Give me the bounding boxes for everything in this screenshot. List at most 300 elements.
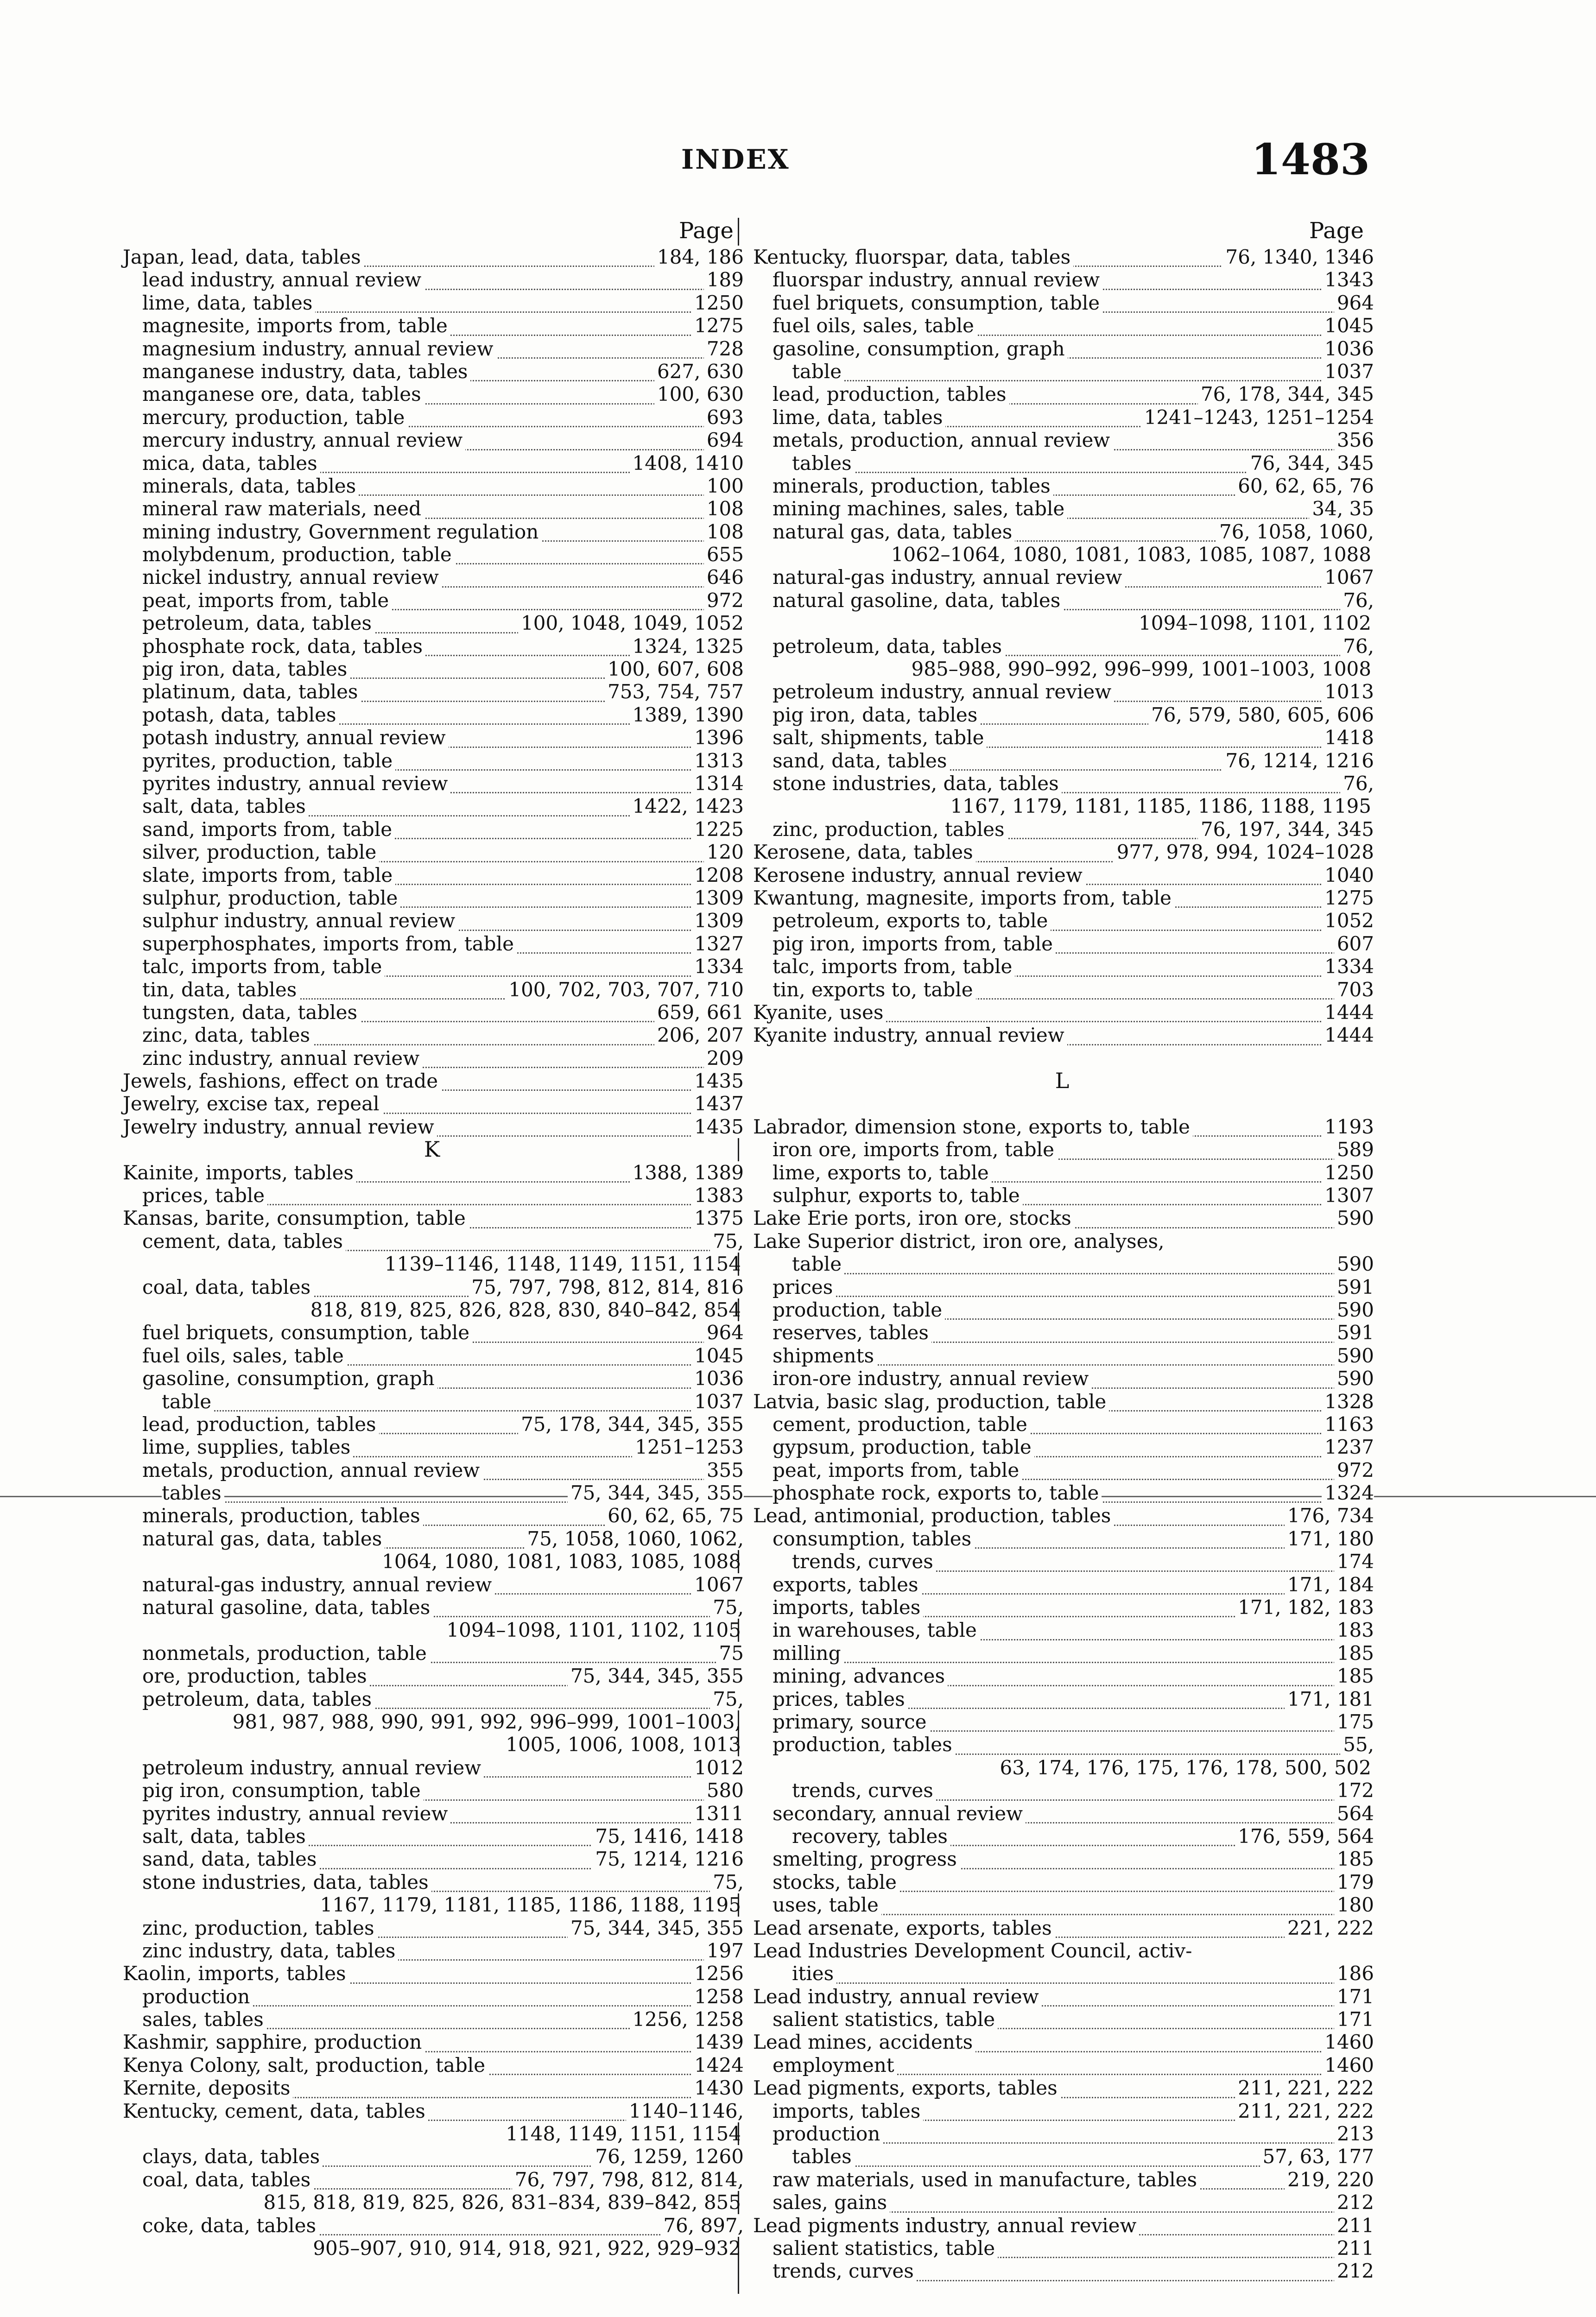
page-refs: 1309: [691, 886, 744, 909]
entry-text: lime, supplies, tables: [142, 1436, 353, 1458]
entry-text: natural gasoline, data, tables: [142, 1596, 433, 1619]
page-refs: 1435: [691, 1115, 744, 1138]
page-refs: 75,: [710, 1230, 744, 1253]
index-entry: [753, 978, 1374, 1001]
entry-text: Kainite, imports, tables: [123, 1161, 356, 1184]
entry-text: natural gasoline, data, tables: [773, 589, 1063, 612]
page-refs: 1040: [1322, 864, 1374, 886]
continuation-pages: 1094–1098, 1101, 1102: [1139, 612, 1371, 635]
entry-text: Lead pigments, exports, tables: [753, 2076, 1060, 2099]
index-entry: [753, 703, 1374, 726]
index-entry: [753, 543, 1374, 566]
index-entry: [123, 1802, 744, 1825]
entry-text: shipments: [773, 1344, 877, 1367]
page-refs: 1163: [1322, 1413, 1374, 1436]
entry-text: tin, data, tables: [142, 978, 299, 1001]
page-refs: 564: [1334, 1802, 1374, 1825]
page-refs: 76,: [1340, 589, 1374, 612]
index-entry: [753, 1733, 1374, 1756]
entry-text: milling: [773, 1642, 844, 1665]
index-entry: [123, 841, 744, 863]
index-entry: [753, 475, 1374, 497]
entry-text: tables: [162, 1481, 224, 1504]
page-refs: 60, 62, 65, 76: [1235, 475, 1374, 497]
page-refs: 1258: [691, 1985, 744, 2008]
page-refs: 1067: [691, 1573, 744, 1596]
entry-text: employment: [773, 2054, 897, 2076]
entry-text: reserves, tables: [773, 1321, 931, 1344]
index-entry: [753, 2054, 1374, 2076]
index-entry: [753, 1321, 1374, 1344]
page-refs: 171: [1334, 1985, 1374, 2008]
index-entry: [123, 1459, 744, 1481]
entry-text: sand, data, tables: [773, 749, 950, 772]
page-refs: 627, 630: [654, 360, 744, 383]
index-entry: [753, 726, 1374, 749]
page-refs: 1424: [691, 2054, 744, 2076]
entry-text: petroleum, data, tables: [142, 1688, 374, 1710]
page-refs: 1037: [691, 1390, 744, 1413]
page-refs: 55,: [1340, 1733, 1374, 1756]
entry-text: prices, table: [142, 1184, 267, 1207]
entry-text: Jewels, fashions, effect on trade: [123, 1070, 441, 1092]
page-refs: 34, 35: [1309, 497, 1374, 520]
entry-text: lime, data, tables: [142, 291, 315, 314]
entry-text: pyrites industry, annual review: [142, 1802, 450, 1825]
index-entry: [753, 1115, 1374, 1138]
entry-text: salient statistics, table: [773, 2008, 998, 2031]
entry-text: natural gas, data, tables: [142, 1527, 385, 1550]
entry-text: fuel oils, sales, table: [142, 1344, 347, 1367]
index-entry: [753, 1504, 1374, 1527]
page-refs: 75, 344, 345, 355: [568, 1481, 744, 1504]
page-refs: 171, 182, 183: [1235, 1596, 1374, 1619]
index-entry: [123, 2122, 744, 2145]
page-refs: 108: [704, 520, 744, 543]
entry-text: phosphate rock, data, tables: [142, 635, 425, 658]
index-entry: [123, 1985, 744, 2008]
page-refs: 964: [1334, 291, 1374, 314]
page-refs: 1275: [691, 314, 744, 337]
index-entry: [123, 1550, 744, 1573]
entry-text: minerals, production, tables: [142, 1504, 423, 1527]
page-refs: 1237: [1322, 1436, 1374, 1458]
page-refs: 100, 702, 703, 707, 710: [506, 978, 744, 1001]
entry-text: sales, gains: [773, 2191, 890, 2214]
index-entry: [123, 1276, 744, 1298]
entry-text: pyrites industry, annual review: [142, 772, 450, 795]
entry-text: Jewelry industry, annual review: [123, 1115, 437, 1138]
entry-text: smelting, progress: [773, 1848, 960, 1870]
index-entry: [123, 1779, 744, 1802]
entry-text: Kentucky, cement, data, tables: [123, 2100, 428, 2122]
entry-text: Lake Erie ports, iron ore, stocks: [753, 1207, 1074, 1229]
entry-text: Lake Superior district, iron ore, analyses,: [753, 1230, 1167, 1253]
entry-text: natural-gas industry, annual review: [142, 1573, 494, 1596]
entry-text: uses, table: [773, 1893, 881, 1916]
entry-text: Kwantung, magnesite, imports from, table: [753, 886, 1174, 909]
continuation-pages: 1005, 1006, 1008, 1013: [506, 1733, 741, 1756]
entry-text: pig iron, data, tables: [773, 703, 980, 726]
page-refs: 1036: [691, 1367, 744, 1390]
index-entry: [753, 406, 1374, 429]
page-refs: 180: [1334, 1893, 1374, 1916]
index-entry: [123, 452, 744, 475]
entry-text: nickel industry, annual review: [142, 566, 442, 589]
index-entry: [123, 772, 744, 795]
entry-text: salt, data, tables: [142, 1825, 309, 1848]
entry-text: fuel briquets, consumption, table: [142, 1321, 472, 1344]
entry-text: coal, data, tables: [142, 2168, 313, 2191]
index-entry: [123, 383, 744, 405]
index-entry: [123, 1939, 744, 1962]
index-entry: [123, 1596, 744, 1619]
page-refs: 76, 1259, 1260: [592, 2145, 744, 2168]
index-entry: [123, 566, 744, 589]
page-refs: 1036: [1322, 337, 1374, 360]
page-refs: 57, 63, 177: [1260, 2145, 1374, 2168]
entry-text: minerals, production, tables: [773, 475, 1053, 497]
page-refs: 1444: [1322, 1001, 1374, 1024]
entry-text: Lead Industries Development Council, activ-: [753, 1939, 1195, 1962]
entry-text: metals, production, annual review: [142, 1459, 482, 1481]
page-refs: 100: [704, 475, 744, 497]
index-entry: [123, 978, 744, 1001]
continuation-pages: 63, 174, 176, 175, 176, 178, 500, 502: [1000, 1756, 1371, 1779]
leader-dots: [773, 1639, 1374, 1663]
page-refs: 76, 797, 798, 812, 814,: [512, 2168, 744, 2191]
entry-text: lead, production, tables: [142, 1413, 379, 1436]
page-refs: 590: [1334, 1253, 1374, 1275]
entry-text: consumption, tables: [773, 1527, 974, 1550]
index-entry: [123, 2031, 744, 2053]
entry-text: manganese industry, data, tables: [142, 360, 470, 383]
page-refs: 75, 1058, 1060, 1062,: [524, 1527, 744, 1550]
entry-text: petroleum, data, tables: [142, 612, 374, 634]
page-refs: 1460: [1322, 2031, 1374, 2053]
page-refs: 972: [1334, 1459, 1374, 1481]
page-refs: 1311: [691, 1802, 744, 1825]
index-entry: [753, 1253, 1374, 1275]
entry-text: nonmetals, production, table: [142, 1642, 430, 1665]
continuation-pages: 1062–1064, 1080, 1081, 1083, 1085, 1087, 1088: [891, 543, 1371, 566]
entry-text: Kentucky, fluorspar, data, tables: [753, 246, 1073, 268]
index-entry: [123, 1962, 744, 1985]
index-entry: [753, 566, 1374, 589]
page-refs: 185: [1334, 1642, 1374, 1665]
index-entry: [123, 2076, 744, 2099]
page-refs: 1250: [1322, 1161, 1374, 1184]
page-label: Page: [1309, 218, 1364, 244]
entry-text: imports, tables: [773, 1596, 923, 1619]
index-entry: [753, 2076, 1374, 2099]
continuation-pages: 1148, 1149, 1151, 1154: [506, 2122, 741, 2146]
index-entry: [753, 772, 1374, 795]
index-entry: [753, 1642, 1374, 1665]
page-refs: 76, 897,: [660, 2214, 744, 2237]
entry-text: production, table: [773, 1298, 945, 1321]
index-entry: [753, 1962, 1374, 1985]
page-refs: 75, 178, 344, 345, 355: [518, 1413, 744, 1436]
page-refs: 1334: [1322, 955, 1374, 978]
entry-text: coke, data, tables: [142, 2214, 319, 2237]
index-entry: [753, 497, 1374, 520]
page-refs: 972: [704, 589, 744, 612]
page-refs: 75,: [710, 1871, 744, 1893]
entry-text: peat, imports from, table: [773, 1459, 1022, 1481]
entry-text: fuel oils, sales, table: [773, 314, 977, 337]
entry-text: pig iron, imports from, table: [773, 932, 1056, 955]
leader-dots: [792, 1959, 1374, 1983]
page-refs: 590: [1334, 1344, 1374, 1367]
entry-text: tin, exports to, table: [773, 978, 976, 1001]
entry-text: lead industry, annual review: [142, 268, 424, 291]
entry-text: stone industries, data, tables: [142, 1871, 431, 1893]
page-refs: 100, 1048, 1049, 1052: [518, 612, 744, 634]
index-entry: [753, 452, 1374, 475]
entry-text: fuel briquets, consumption, table: [773, 291, 1102, 314]
index-entry: [123, 864, 744, 886]
page-refs: 1437: [691, 1092, 744, 1115]
index-entry: [753, 1825, 1374, 1848]
page-refs: 1430: [691, 2076, 744, 2099]
index-entry: [753, 1138, 1374, 1161]
index-entry: [123, 291, 744, 314]
index-entry: [753, 291, 1374, 314]
index-entry: [123, 955, 744, 978]
page-refs: 76,: [1340, 772, 1374, 795]
entry-text: tables: [792, 452, 855, 475]
page-refs: 1439: [691, 2031, 744, 2053]
entry-text: natural gas, data, tables: [773, 520, 1015, 543]
index-entry: [753, 2168, 1374, 2191]
entry-text: potash industry, annual review: [142, 726, 449, 749]
page-refs: 693: [704, 406, 744, 429]
index-entry: [123, 1253, 744, 1275]
page-refs: 1256: [691, 1962, 744, 1985]
page-refs: 1037: [1322, 360, 1374, 383]
page-refs: 964: [704, 1321, 744, 1344]
page-refs: 60, 62, 65, 75: [605, 1504, 744, 1527]
index-entry: [753, 680, 1374, 703]
entry-text: Kaolin, imports, tables: [123, 1962, 349, 1985]
entry-text: talc, imports from, table: [773, 955, 1015, 978]
page-refs: 356: [1334, 429, 1374, 451]
index-entry: [123, 497, 744, 520]
index-entry: [753, 1939, 1374, 1962]
entry-text: zinc industry, annual review: [142, 1047, 422, 1070]
spacer: [753, 1092, 1374, 1115]
page-refs: 1045: [691, 1344, 744, 1367]
index-entry: [753, 589, 1374, 612]
entry-text: mineral raw materials, need: [142, 497, 424, 520]
entry-text: production: [773, 2122, 883, 2145]
index-entry: [123, 246, 744, 268]
page-refs: 120: [704, 841, 744, 863]
page-refs: 108: [704, 497, 744, 520]
page-refs: 75,: [710, 1596, 744, 1619]
page-refs: 1241–1243, 1251–1254: [1141, 406, 1374, 429]
index-entry: [123, 1733, 744, 1756]
page-refs: 75, 344, 345, 355: [568, 1665, 744, 1687]
index-entry: [123, 1001, 744, 1024]
index-entry: [123, 406, 744, 429]
page-refs: 184, 186: [654, 246, 744, 268]
entry-text: silver, production, table: [142, 841, 379, 863]
index-entry: [753, 1161, 1374, 1184]
index-entry: [123, 1184, 744, 1207]
entry-text: trends, curves: [792, 1550, 936, 1573]
entry-text: Kerosene industry, annual review: [753, 864, 1085, 886]
entry-text: pig iron, consumption, table: [142, 1779, 424, 1802]
page-refs: 179: [1334, 1871, 1374, 1893]
page-refs: 1388, 1389: [630, 1161, 744, 1184]
index-entry: [753, 818, 1374, 841]
index-entry: [123, 589, 744, 612]
index-entry: [753, 2214, 1374, 2237]
page-refs: 176, 559, 564: [1235, 1825, 1374, 1848]
index-entry: [753, 383, 1374, 405]
continuation-pages: 985–988, 990–992, 996–999, 1001–1003, 1008: [911, 658, 1371, 681]
leader-dots: [773, 1273, 1374, 1297]
entry-text: Kashmir, sapphire, production: [123, 2031, 424, 2053]
entry-text: gasoline, consumption, graph: [773, 337, 1068, 360]
entry-text: natural-gas industry, annual review: [773, 566, 1125, 589]
index-entry: [753, 1665, 1374, 1687]
leader-dots: [792, 357, 1374, 381]
index-entry: [123, 337, 744, 360]
page-refs: 1309: [691, 909, 744, 932]
page-refs: 655: [704, 543, 744, 566]
entry-text: stone industries, data, tables: [773, 772, 1062, 795]
continuation-pages: 818, 819, 825, 826, 828, 830, 840–842, 854: [310, 1298, 741, 1321]
page-refs: 212: [1334, 2260, 1374, 2282]
entry-text: lime, data, tables: [773, 406, 945, 429]
index-entry: [123, 268, 744, 291]
index-entry: [753, 612, 1374, 634]
entry-text: clays, data, tables: [142, 2145, 323, 2168]
index-entry: [753, 1481, 1374, 1504]
index-entry: [123, 2191, 744, 2214]
entry-text: sand, imports from, table: [142, 818, 395, 841]
page-refs: 211: [1334, 2214, 1374, 2237]
index-entry: [753, 1871, 1374, 1893]
index-entry: [123, 680, 744, 703]
entry-text: mercury, production, table: [142, 406, 407, 429]
left-entries: [123, 246, 744, 2260]
index-entry: [123, 1390, 744, 1413]
entry-text: Lead pigments industry, annual review: [753, 2214, 1139, 2237]
page-refs: 1334: [691, 955, 744, 978]
entry-text: trends, curves: [792, 1779, 936, 1802]
page-refs: 211, 221, 222: [1235, 2076, 1374, 2099]
page-refs: 1251–1253: [632, 1436, 744, 1458]
entry-text: manganese ore, data, tables: [142, 383, 424, 405]
page-refs: 977, 978, 994, 1024–1028: [1114, 841, 1374, 863]
index-entry: [753, 1230, 1374, 1253]
index-entry: [753, 1756, 1374, 1779]
page-refs: 76,: [1340, 635, 1374, 658]
page-refs: 76, 344, 345: [1248, 452, 1374, 475]
page-refs: 174: [1334, 1550, 1374, 1573]
index-entry: [753, 955, 1374, 978]
entry-text: mining, advances: [773, 1665, 948, 1687]
entry-text: gypsum, production, table: [773, 1436, 1034, 1458]
index-entry: [753, 886, 1374, 909]
index-entry: [123, 612, 744, 634]
index-entry: [123, 1207, 744, 1229]
index-entry: [753, 1779, 1374, 1802]
page-refs: 1460: [1322, 2054, 1374, 2076]
index-entry: [753, 841, 1374, 863]
entry-text: Lead industry, annual review: [753, 1985, 1042, 2008]
index-entry: [753, 246, 1374, 268]
page-refs: 1012: [691, 1756, 744, 1779]
index-entry: [753, 314, 1374, 337]
index-entry: [753, 1619, 1374, 1641]
entry-text: zinc, production, tables: [142, 1917, 377, 1939]
entry-text: platinum, data, tables: [142, 680, 361, 703]
page-refs: 211: [1334, 2237, 1374, 2260]
entry-text: secondary, annual review: [773, 1802, 1026, 1825]
entry-text: cement, production, table: [773, 1413, 1030, 1436]
index-entry: [753, 1413, 1374, 1436]
index-entry: [123, 1070, 744, 1092]
page-refs: 209: [704, 1047, 744, 1070]
entry-text: magnesium industry, annual review: [142, 337, 496, 360]
entry-text: sand, data, tables: [142, 1848, 319, 1870]
index-entry: [123, 703, 744, 726]
index-entry: [123, 1413, 744, 1436]
page-refs: 75,: [710, 1688, 744, 1710]
page-refs: 1396: [691, 726, 744, 749]
index-entry: [753, 2008, 1374, 2031]
index-entry: [123, 2237, 744, 2260]
page-refs: 189: [704, 268, 744, 291]
page-refs: 694: [704, 429, 744, 451]
page-refs: 1250: [691, 291, 744, 314]
entry-text: petroleum industry, annual review: [773, 680, 1114, 703]
page-refs: 75, 1214, 1216: [592, 1848, 744, 1870]
page-refs: 1208: [691, 864, 744, 886]
index-entry: [123, 2054, 744, 2076]
page-refs: 1140–1146,: [626, 2100, 744, 2122]
page-refs: 175: [1334, 1710, 1374, 1733]
page-refs: 1327: [691, 932, 744, 955]
index-entry: [123, 2100, 744, 2122]
index-entry: [123, 429, 744, 451]
index-entry: [123, 2214, 744, 2237]
index-entry: [123, 1665, 744, 1687]
index-entry: [753, 1573, 1374, 1596]
entry-text: Kyanite, uses: [753, 1001, 886, 1024]
index-entry: [753, 1207, 1374, 1229]
page-refs: 219, 220: [1285, 2168, 1374, 2191]
index-entry: [753, 1344, 1374, 1367]
index-entry: [123, 1710, 744, 1733]
index-entry: [753, 2191, 1374, 2214]
page-refs: 591: [1334, 1321, 1374, 1344]
page-refs: 728: [704, 337, 744, 360]
entry-text: table: [792, 360, 844, 383]
page-refs: 1375: [691, 1207, 744, 1229]
entry-text: petroleum, data, tables: [773, 635, 1005, 658]
page-refs: 1324, 1325: [630, 635, 744, 658]
continuation-pages: 981, 987, 988, 990, 991, 992, 996–999, 1001–1003,: [232, 1710, 741, 1733]
entry-text: Kerosene, data, tables: [753, 841, 976, 863]
index-entry: [753, 1001, 1374, 1024]
page-refs: 703: [1334, 978, 1374, 1001]
